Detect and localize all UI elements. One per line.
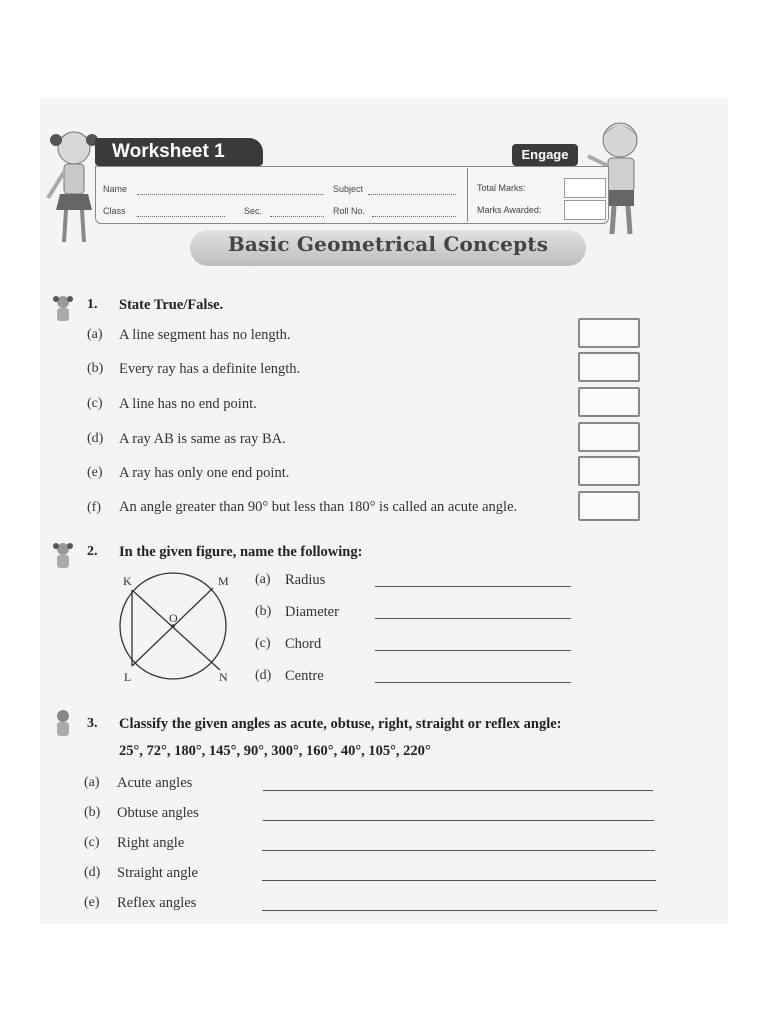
q3-number: 3. — [87, 716, 98, 731]
point-l-label: L — [124, 670, 132, 684]
answer-line[interactable] — [375, 682, 571, 683]
q2-item-label: (d) — [255, 668, 272, 683]
girl-illustration — [42, 118, 102, 258]
q2-item-label: (c) — [255, 636, 271, 651]
sec-field[interactable] — [270, 215, 324, 217]
point-k-label: K — [123, 574, 132, 588]
total-marks-label: Total Marks: — [477, 183, 526, 193]
q2-number: 2. — [87, 544, 98, 559]
q3-item-text: Acute angles — [117, 775, 193, 791]
student-icon — [50, 540, 76, 570]
answer-box[interactable] — [578, 422, 640, 452]
class-field[interactable] — [137, 215, 225, 217]
answer-box[interactable] — [578, 352, 640, 382]
answer-box[interactable] — [578, 318, 640, 348]
q3-angle-list: 25°, 72°, 180°, 145°, 90°, 300°, 160°, 40°, 105°, 220° — [119, 743, 431, 759]
answer-line[interactable] — [262, 910, 657, 911]
worksheet-title: Worksheet 1 — [95, 138, 263, 166]
q3-item-text: Right angle — [117, 835, 185, 851]
name-field[interactable] — [137, 193, 323, 195]
roll-no-label: Roll No. — [333, 206, 366, 216]
marks-awarded-box[interactable] — [564, 200, 606, 220]
answer-line[interactable] — [263, 820, 654, 821]
student-icon — [50, 293, 76, 323]
q1-item-label: (d) — [87, 431, 104, 446]
subject-field[interactable] — [368, 193, 456, 195]
answer-line[interactable] — [262, 880, 656, 881]
q2-item-text: Chord — [285, 636, 322, 652]
answer-line[interactable] — [375, 586, 571, 587]
q1-item-text: A ray AB is same as ray BA. — [119, 431, 286, 447]
answer-line[interactable] — [263, 790, 653, 791]
point-n-label: N — [219, 670, 228, 684]
answer-line[interactable] — [375, 618, 571, 619]
q2-item-label: (a) — [255, 572, 271, 587]
point-m-label: M — [218, 574, 229, 588]
q2-item-label: (b) — [255, 604, 272, 619]
name-label: Name — [103, 184, 128, 194]
q1-item-label: (b) — [87, 361, 104, 376]
q1-item-label: (f) — [87, 500, 101, 515]
q1-item-text: A ray has only one end point. — [119, 465, 290, 481]
q3-item-label: (d) — [84, 865, 101, 880]
q1-heading: State True/False. — [119, 297, 224, 313]
q1-item-text: A line segment has no length. — [119, 327, 291, 343]
answer-box[interactable] — [578, 387, 640, 417]
page-title: Basic Geometrical Concepts — [227, 232, 549, 256]
q2-item-text: Diameter — [285, 604, 339, 620]
marks-awarded-label: Marks Awarded: — [477, 205, 542, 215]
answer-box[interactable] — [578, 456, 640, 486]
q1-item-label: (c) — [87, 396, 103, 411]
q3-heading: Classify the given angles as acute, obtuse, right, straight or reflex angle: — [119, 716, 562, 732]
q1-item-text: A line has no end point. — [119, 396, 257, 412]
class-label: Class — [103, 206, 126, 216]
sec-label: Sec. — [244, 206, 263, 216]
q3-item-label: (b) — [84, 805, 101, 820]
q3-item-label: (c) — [84, 835, 100, 850]
q3-item-label: (a) — [84, 775, 100, 790]
q3-item-label: (e) — [84, 895, 100, 910]
q1-item-label: (e) — [87, 465, 103, 480]
header-divider — [467, 168, 468, 222]
q2-item-text: Radius — [285, 572, 326, 588]
total-marks-box[interactable] — [564, 178, 606, 198]
student-icon — [50, 708, 76, 738]
answer-line[interactable] — [262, 850, 655, 851]
q2-heading: In the given figure, name the following: — [119, 544, 363, 560]
roll-no-field[interactable] — [372, 215, 456, 217]
answer-line[interactable] — [375, 650, 571, 651]
centre-o-label: O — [169, 611, 178, 625]
q3-item-text: Straight angle — [117, 865, 198, 881]
q3-item-text: Reflex angles — [117, 895, 197, 911]
q1-number: 1. — [87, 297, 98, 312]
q1-item-text: Every ray has a definite length. — [119, 361, 301, 377]
answer-box[interactable] — [578, 491, 640, 521]
engage-badge: Engage — [512, 144, 578, 166]
q2-item-text: Centre — [285, 668, 324, 684]
subject-label: Subject — [333, 184, 364, 194]
q1-item-label: (a) — [87, 327, 103, 342]
q3-item-text: Obtuse angles — [117, 805, 199, 821]
q1-item-text: An angle greater than 90° but less than 180° is called an acute angle. — [119, 499, 518, 515]
